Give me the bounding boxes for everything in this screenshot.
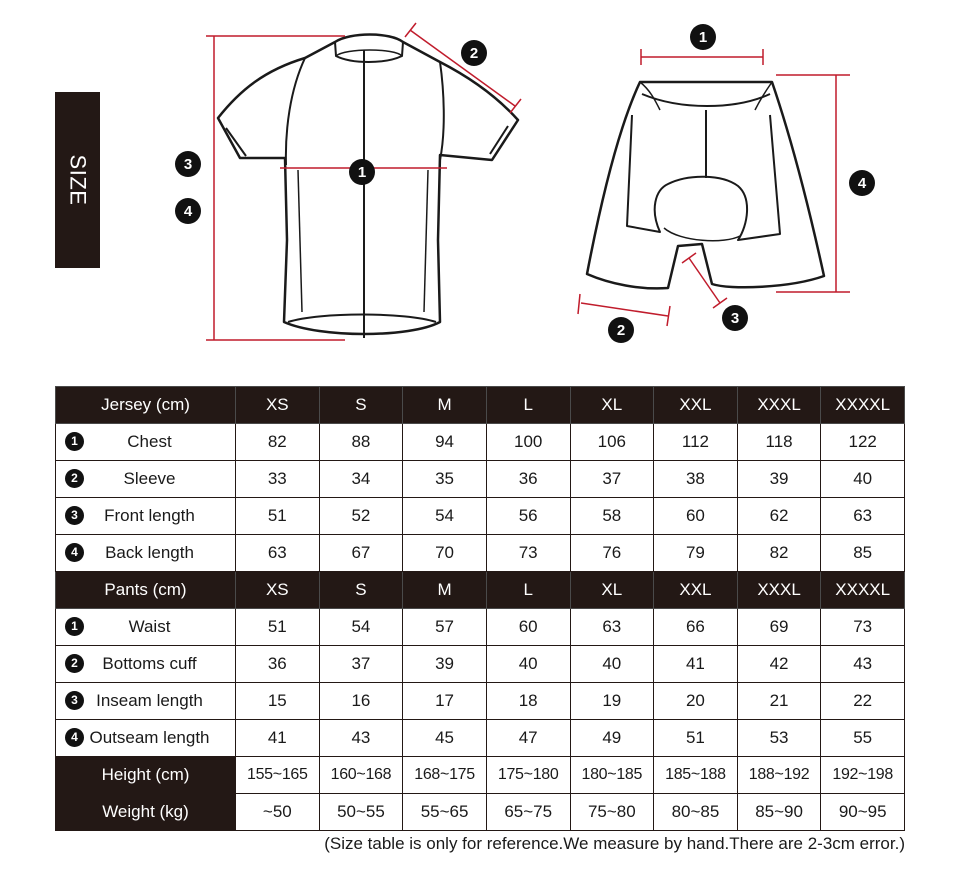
table-cell: 56	[486, 498, 570, 535]
jersey-header-size: XS	[236, 387, 320, 424]
table-cell: 39	[403, 646, 487, 683]
table-cell: 43	[319, 720, 403, 757]
row-label	[56, 646, 236, 683]
table-cell: 82	[236, 424, 320, 461]
table-cell: 82	[737, 535, 821, 572]
row-label-text: Outseam length	[89, 728, 210, 747]
table-cell: 67	[319, 535, 403, 572]
height-label: Height (cm)	[56, 757, 236, 794]
row-label	[56, 461, 236, 498]
pants-row-bottoms-cuff	[56, 646, 905, 683]
table-cell: 192~198	[821, 757, 905, 794]
row-label	[56, 609, 236, 646]
table-cell: 155~165	[236, 757, 320, 794]
table-cell: 47	[486, 720, 570, 757]
pants-badge-waist	[690, 24, 716, 50]
table-cell: 185~188	[654, 757, 738, 794]
table-cell: 54	[403, 498, 487, 535]
table-cell: 42	[737, 646, 821, 683]
jersey-badge-back-length	[175, 198, 201, 224]
table-cell: 38	[654, 461, 738, 498]
table-cell: 18	[486, 683, 570, 720]
size-diagram	[0, 0, 960, 380]
pants-header-size: XL	[570, 572, 654, 609]
table-cell: 188~192	[737, 757, 821, 794]
row-label-text: Bottoms cuff	[102, 654, 197, 673]
svg-text:1: 1	[357, 164, 367, 181]
row-number-badge: 2	[65, 469, 84, 488]
table-cell: 94	[403, 424, 487, 461]
table-cell: 50~55	[319, 794, 403, 831]
table-cell: 35	[403, 461, 487, 498]
svg-text:3: 3	[730, 310, 740, 327]
table-cell: 41	[654, 646, 738, 683]
jersey-badge-chest	[349, 159, 375, 185]
table-cell: 19	[570, 683, 654, 720]
jersey-badge-sleeve	[461, 40, 487, 66]
table-cell: 100	[486, 424, 570, 461]
svg-text:1: 1	[698, 29, 708, 46]
table-cell: 40	[821, 461, 905, 498]
table-cell: 75~80	[570, 794, 654, 831]
table-cell: 49	[570, 720, 654, 757]
weight-label: Weight (kg)	[56, 794, 236, 831]
pants-row-inseam-length	[56, 683, 905, 720]
table-cell: 55~65	[403, 794, 487, 831]
jersey-header-size: XXL	[654, 387, 738, 424]
pants-header-size: M	[403, 572, 487, 609]
table-cell: 60	[654, 498, 738, 535]
jersey-row-sleeve	[56, 461, 905, 498]
row-label-text: Back length	[105, 543, 194, 562]
pants-header-size: XXL	[654, 572, 738, 609]
table-cell: 37	[319, 646, 403, 683]
table-cell: 65~75	[486, 794, 570, 831]
table-cell: 55	[821, 720, 905, 757]
height-row	[56, 757, 905, 794]
jersey-header-label: Jersey (cm)	[56, 387, 236, 424]
row-label	[56, 424, 236, 461]
pants-row-outseam-length	[56, 720, 905, 757]
table-cell: 40	[570, 646, 654, 683]
table-cell: 53	[737, 720, 821, 757]
table-cell: 112	[654, 424, 738, 461]
jersey-header-size: XXXL	[737, 387, 821, 424]
svg-text:2: 2	[469, 45, 479, 62]
table-cell: 37	[570, 461, 654, 498]
table-cell: 122	[821, 424, 905, 461]
row-number-badge: 4	[65, 543, 84, 562]
row-label	[56, 535, 236, 572]
jersey-row-back-length	[56, 535, 905, 572]
table-cell: 54	[319, 609, 403, 646]
table-cell: 76	[570, 535, 654, 572]
svg-text:2: 2	[616, 322, 626, 339]
pants-header-label: Pants (cm)	[56, 572, 236, 609]
table-cell: 15	[236, 683, 320, 720]
table-cell: 160~168	[319, 757, 403, 794]
table-cell: 70	[403, 535, 487, 572]
row-number-badge: 1	[65, 617, 84, 636]
row-number-badge: 3	[65, 506, 84, 525]
table-cell: 175~180	[486, 757, 570, 794]
table-cell: 51	[654, 720, 738, 757]
table-cell: 66	[654, 609, 738, 646]
svg-text:4: 4	[857, 175, 867, 192]
table-cell: 168~175	[403, 757, 487, 794]
pants-badge-outseam	[849, 170, 875, 196]
table-cell: 36	[236, 646, 320, 683]
table-cell: 51	[236, 498, 320, 535]
pants-header-size: XXXXL	[821, 572, 905, 609]
table-cell: 52	[319, 498, 403, 535]
table-cell: 39	[737, 461, 821, 498]
pants-header-row	[56, 572, 905, 609]
table-cell: ~50	[236, 794, 320, 831]
pants-row-waist	[56, 609, 905, 646]
table-cell: 85~90	[737, 794, 821, 831]
pants-illustration	[587, 82, 824, 288]
pants-header-size: XS	[236, 572, 320, 609]
table-cell: 43	[821, 646, 905, 683]
row-label-text: Front length	[104, 506, 195, 525]
row-number-badge: 4	[65, 728, 84, 747]
table-cell: 63	[821, 498, 905, 535]
table-cell: 73	[486, 535, 570, 572]
jersey-row-chest	[56, 424, 905, 461]
row-number-badge: 2	[65, 654, 84, 673]
jersey-header-size: XL	[570, 387, 654, 424]
jersey-illustration	[218, 35, 518, 339]
table-cell: 63	[236, 535, 320, 572]
jersey-header-size: M	[403, 387, 487, 424]
jersey-header-size: L	[486, 387, 570, 424]
table-cell: 41	[236, 720, 320, 757]
table-cell: 60	[486, 609, 570, 646]
pants-header-size: S	[319, 572, 403, 609]
row-label-text: Waist	[128, 617, 171, 636]
jersey-header-size: XXXXL	[821, 387, 905, 424]
table-cell: 16	[319, 683, 403, 720]
table-cell: 80~85	[654, 794, 738, 831]
weight-row	[56, 794, 905, 831]
table-cell: 22	[821, 683, 905, 720]
svg-text:4: 4	[183, 203, 193, 220]
table-cell: 118	[737, 424, 821, 461]
row-label-text: Inseam length	[96, 691, 203, 710]
table-cell: 69	[737, 609, 821, 646]
row-label-text: Sleeve	[123, 469, 176, 488]
table-cell: 90~95	[821, 794, 905, 831]
table-cell: 62	[737, 498, 821, 535]
size-table	[55, 386, 905, 831]
jersey-header-row	[56, 387, 905, 424]
table-cell: 57	[403, 609, 487, 646]
row-label	[56, 720, 236, 757]
reference-note: (Size table is only for reference.We measure by hand.There are 2-3cm error.)	[324, 834, 905, 853]
table-cell: 45	[403, 720, 487, 757]
table-cell: 85	[821, 535, 905, 572]
svg-text:3: 3	[183, 156, 193, 173]
jersey-header-size: S	[319, 387, 403, 424]
table-cell: 21	[737, 683, 821, 720]
size-side-label-text: SIZE	[65, 154, 91, 206]
jersey-badge-front-length	[175, 151, 201, 177]
table-cell: 73	[821, 609, 905, 646]
row-number-badge: 1	[65, 432, 84, 451]
table-cell: 36	[486, 461, 570, 498]
pants-badge-inseam	[722, 305, 748, 331]
table-cell: 106	[570, 424, 654, 461]
table-cell: 79	[654, 535, 738, 572]
table-cell: 180~185	[570, 757, 654, 794]
table-cell: 88	[319, 424, 403, 461]
row-label	[56, 498, 236, 535]
table-cell: 63	[570, 609, 654, 646]
table-cell: 40	[486, 646, 570, 683]
row-label-text: Chest	[127, 432, 172, 451]
table-cell: 58	[570, 498, 654, 535]
table-cell: 20	[654, 683, 738, 720]
row-number-badge: 3	[65, 691, 84, 710]
pants-header-size: XXXL	[737, 572, 821, 609]
table-cell: 17	[403, 683, 487, 720]
table-cell: 34	[319, 461, 403, 498]
row-label	[56, 683, 236, 720]
table-cell: 33	[236, 461, 320, 498]
pants-badge-bottoms-cuff	[608, 317, 634, 343]
jersey-row-front-length	[56, 498, 905, 535]
table-cell: 51	[236, 609, 320, 646]
pants-header-size: L	[486, 572, 570, 609]
